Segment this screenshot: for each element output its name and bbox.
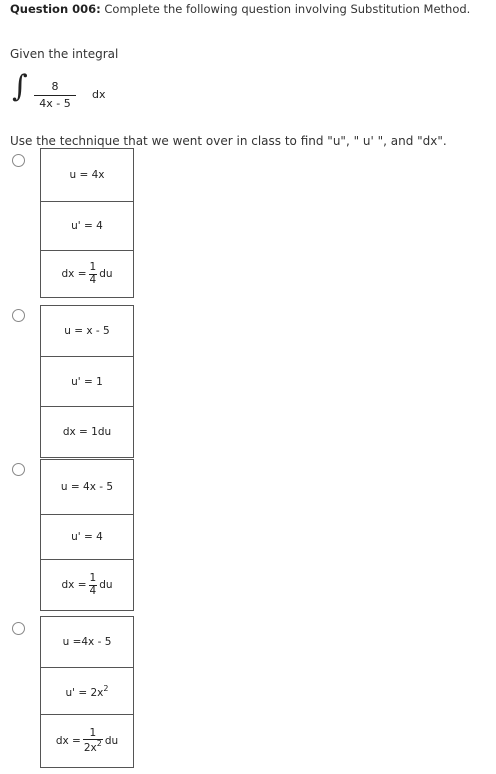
instruction-text: Use the technique that we went over in class to find "u", " u' ", and "dx". [10, 134, 447, 148]
option-1-u: u = 4x [69, 169, 105, 181]
option-2-uprime-cell [40, 356, 134, 407]
option-1-dx-den: 4 [89, 273, 97, 286]
option-3-u: u = 4x - 5 [60, 481, 114, 493]
option-1-dx-rhs: du [99, 268, 113, 280]
option-3-dx-den: 4 [89, 584, 97, 597]
integral-sign: ∫ [12, 69, 28, 104]
option-4-u: u =4x - 5 [62, 636, 112, 648]
option-4-dx-cell [40, 714, 134, 768]
option-1-radio[interactable] [12, 154, 25, 167]
option-4-dx-fraction [83, 728, 103, 754]
option-2-dx-cell [40, 406, 134, 458]
option-3-uprime: u' = 4 [71, 531, 103, 543]
integrand-fraction [34, 80, 76, 110]
integral-dx: dx [92, 88, 106, 101]
option-3-radio[interactable] [12, 463, 25, 476]
option-4-radio[interactable] [12, 622, 25, 635]
option-3-dx-cell [40, 559, 134, 611]
fraction-bar [34, 95, 76, 96]
option-4-dx-lhs: dx = [55, 735, 81, 747]
option-4-uprime-cell [40, 667, 134, 715]
option-1-uprime: u' = 4 [71, 220, 103, 232]
option-4-dx-den-exp: 2 [96, 739, 102, 748]
option-2-u: u = x - 5 [64, 325, 110, 337]
option-4-dx-den [83, 739, 103, 754]
option-3-dx-fraction [89, 573, 98, 596]
option-3-dx-num: 1 [89, 572, 97, 585]
option-2-uprime: u' = 1 [71, 375, 103, 388]
option-1-dx-fraction [89, 262, 98, 285]
option-4-uprime-base: u' = 2x [65, 686, 104, 699]
option-1-dx-num: 1 [89, 261, 97, 274]
option-3-u-cell [40, 459, 134, 515]
option-1-dx-cell [40, 250, 134, 298]
question-header [10, 2, 470, 16]
question-number: Question 006: [10, 2, 101, 16]
integrand-denominator: 4x - 5 [39, 97, 71, 110]
option-4-u-cell [40, 616, 134, 668]
option-3-dx-rhs: du [99, 579, 113, 591]
option-1-dx-lhs: dx = [61, 268, 87, 280]
option-4-dx-rhs: du [104, 735, 119, 747]
option-2-u-cell [40, 305, 134, 357]
option-4-uprime-exp: 2 [103, 683, 109, 693]
integrand-numerator: 8 [51, 80, 59, 93]
option-1-uprime-cell [40, 201, 134, 251]
option-4-dx-num: 1 [89, 726, 97, 739]
option-2-radio[interactable] [12, 309, 25, 322]
option-4-dx-den-base: 2x [83, 742, 97, 754]
option-3-dx-lhs: dx = [61, 579, 87, 591]
option-3-uprime-cell [40, 514, 134, 560]
option-4-uprime [65, 684, 108, 699]
question-text: Complete the following question involving Substitution Method. [104, 2, 471, 16]
option-1-u-cell [40, 148, 134, 202]
given-label: Given the integral [10, 47, 119, 61]
option-2-dx: dx = 1du [62, 426, 112, 438]
